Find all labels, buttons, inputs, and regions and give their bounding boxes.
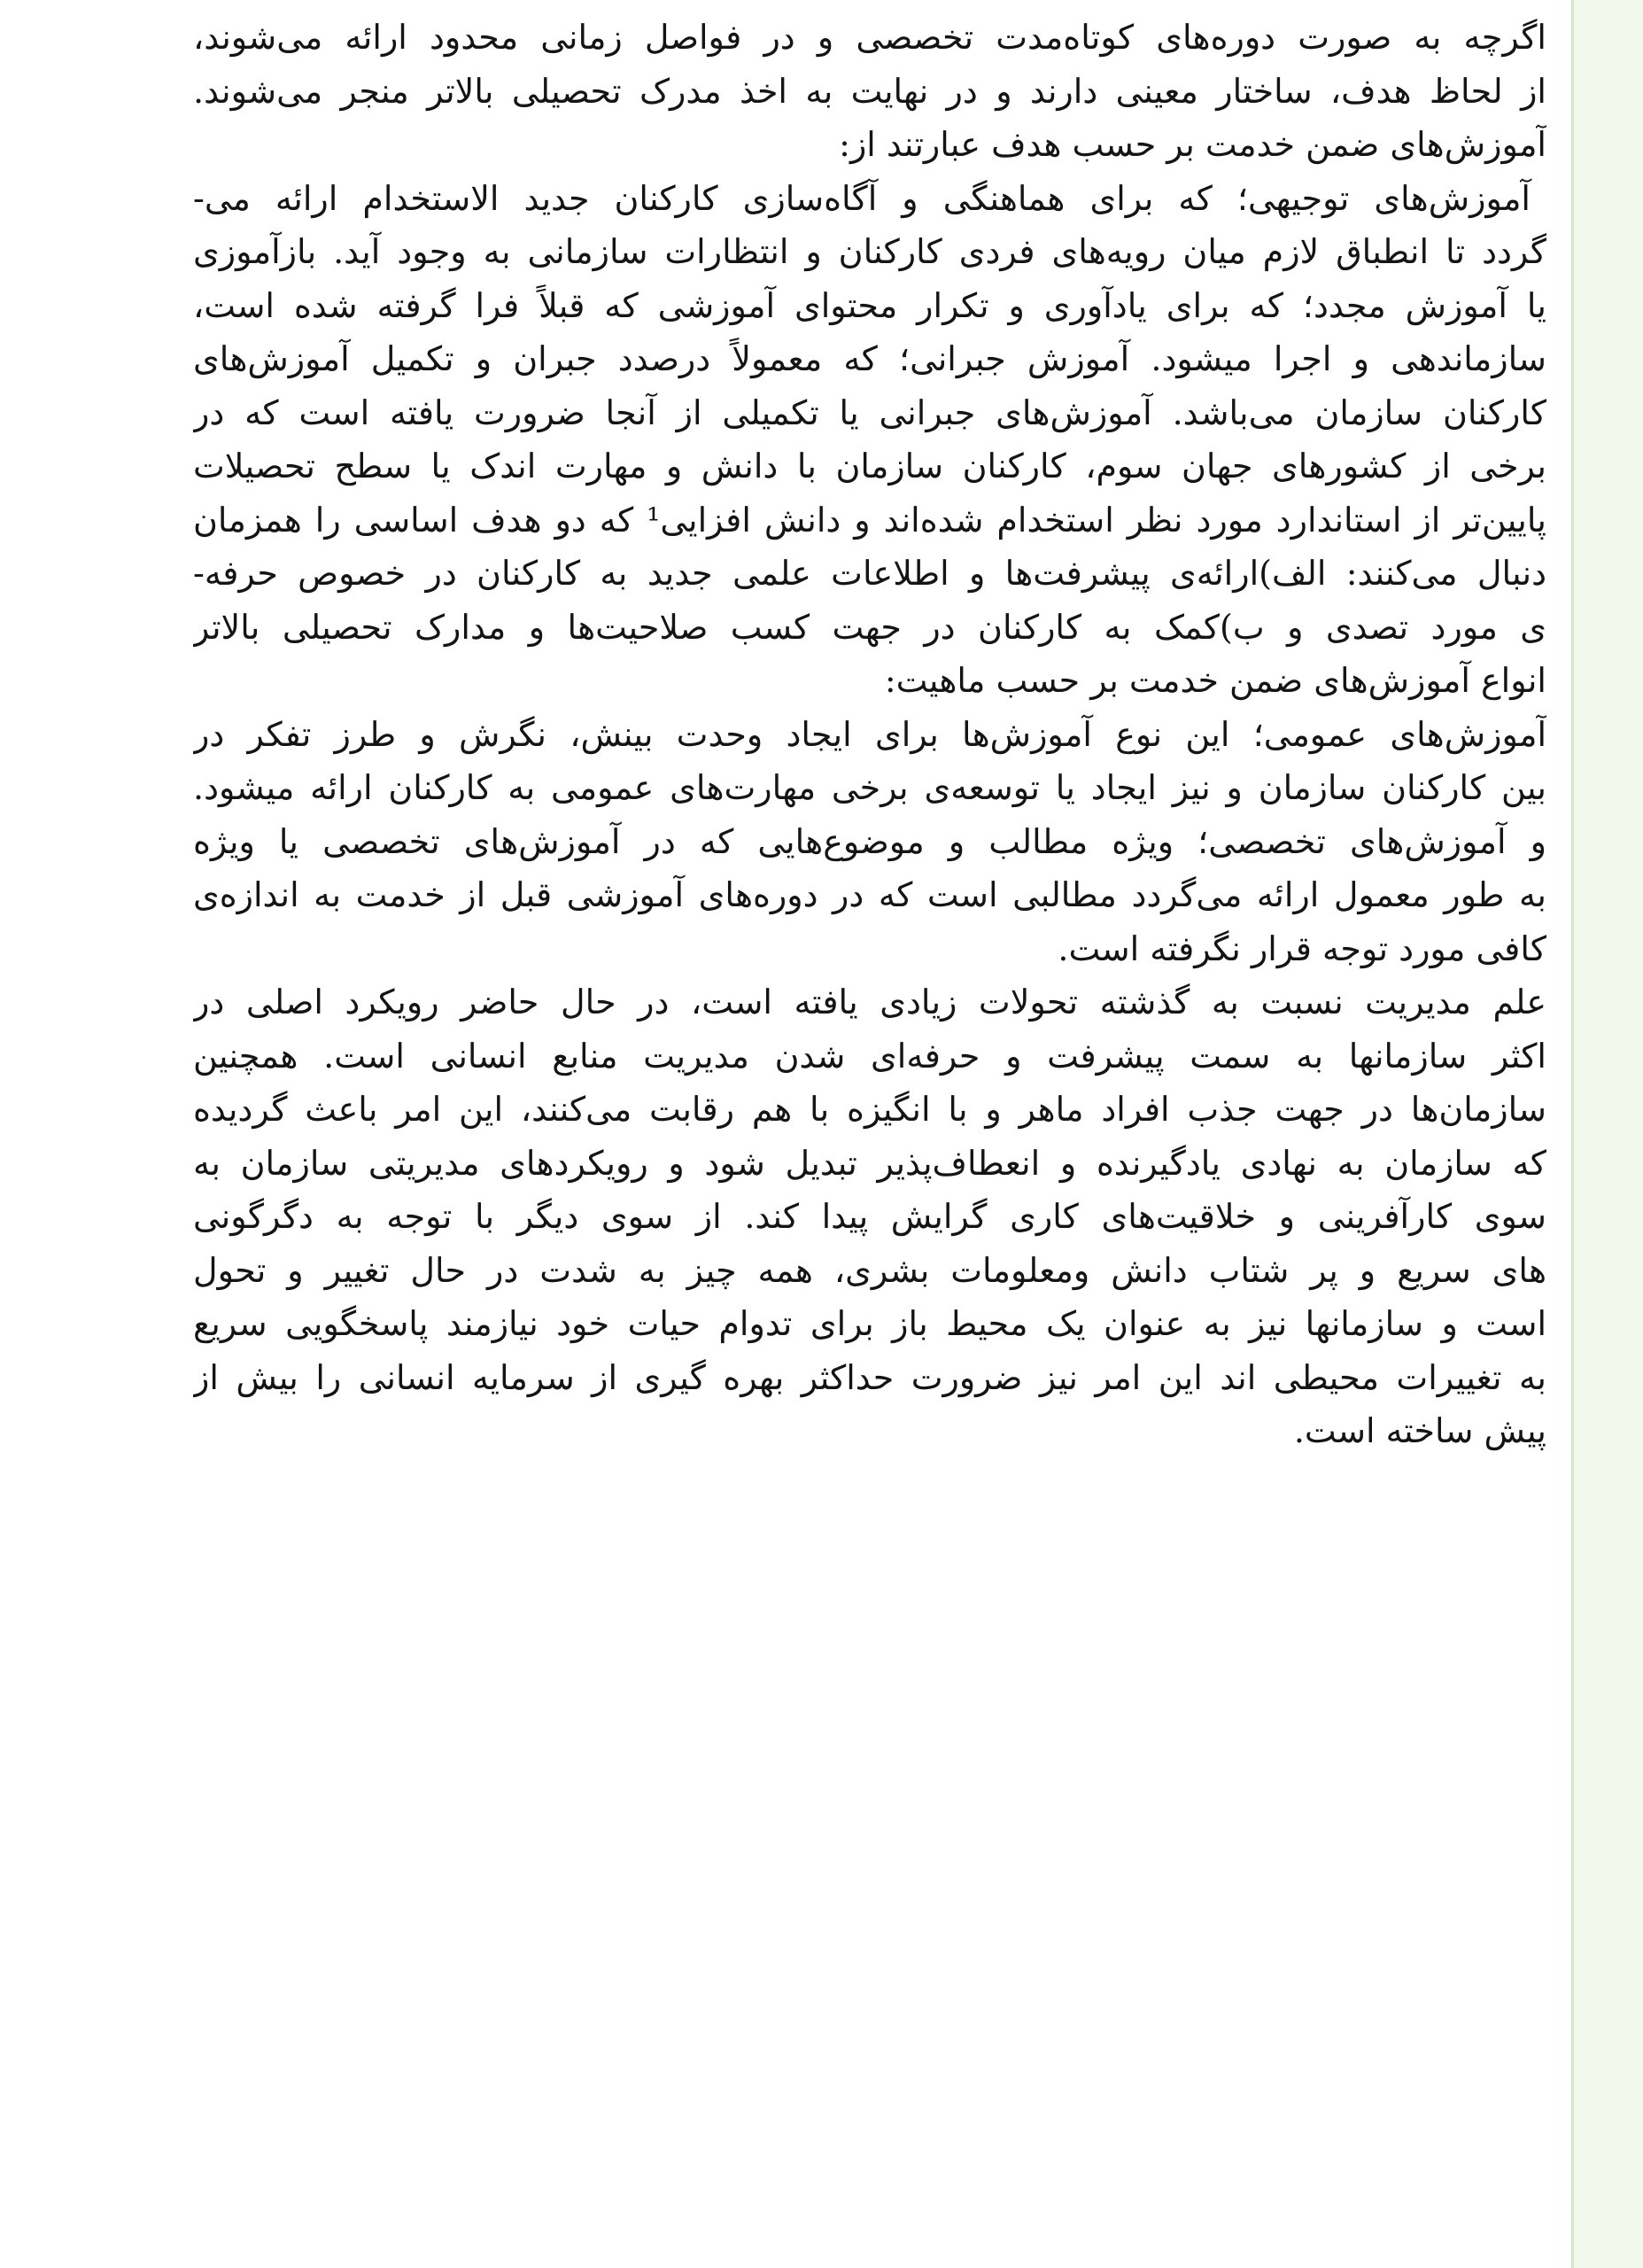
body-text xyxy=(193,11,1546,1458)
text-line: از لحاظ هدف، ساختار معینی دارند و در نهایت به اخذ مدرک تحصیلی بالاتر منجر می‌شوند. xyxy=(193,71,1546,111)
text-line: یا آموزش مجدد؛ که برای یادآوری و تکرار محتوای آموزشی که قبلاً فرا گرفته شده است، xyxy=(193,285,1546,325)
text-line: است و سازمانها نیز به عنوان یک محیط باز برای تدوام حیات خود نیازمند پاسخگویی سریع xyxy=(193,1304,1546,1343)
text-line: که سازمان به نهادی یادگیرنده و انعطاف‌پذیر تبدیل شود و رویکردهای مدیریتی سازمان به xyxy=(193,1143,1546,1183)
text-line: سازماندهی و اجرا میشود. آموزش جبرانی؛ که معمولاً درصدد جبران و تکمیل آموزش‌های xyxy=(193,339,1546,378)
text-line: پایین‌تر از استاندارد مورد نظر استخدام شده‌اند و دانش افزایی¹ که دو هدف اساسی را همزمان xyxy=(193,500,1546,540)
text-line: اکثر سازمانها به سمت پیشرفت و حرفه‌ای شدن مدیریت منابع انسانی است. همچنین xyxy=(193,1036,1546,1076)
text-line: پیش ساخته است. xyxy=(1293,1411,1546,1450)
text-line: کارکنان سازمان می‌باشد. آموزش‌های جبرانی یا تکمیلی از آنجا ضرورت یافته است که در xyxy=(193,392,1546,432)
text-line: علم مدیریت نسبت به گذشته تحولات زیادی یافته است، در حال حاضر رویکرد اصلی در xyxy=(193,983,1546,1021)
text-line: به طور معمول ارائه می‌گردد مطالبی است که در دوره‌های آموزشی قبل از خدمت به اندازه‌ی xyxy=(193,875,1546,914)
text-line: انواع آموزش‌های ضمن خدمت بر حسب ماهیت: xyxy=(884,661,1546,700)
text-line: به تغییرات محیطی اند این امر نیز ضرورت حداکثر بهره گیری از سرمایه انسانی را بیش از xyxy=(193,1357,1546,1397)
text-line: آموزش‌های عمومی؛ این نوع آموزش‌ها برای ایجاد وحدت بینش، نگرش و طرز تفکر در xyxy=(193,714,1546,754)
text-line: آموزش‌های توجیهی؛ که برای هماهنگی و آگاه‌سازی کارکنان جدید الاستخدام ارائه می- xyxy=(193,178,1531,218)
text-line: بین کارکنان سازمان و نیز ایجاد یا توسعه‌ی برخی مهارت‌های عمومی به کارکنان ارائه میشود. xyxy=(193,768,1546,807)
text-line: برخی از کشورهای جهان سوم، کارکنان سازمان با دانش و مهارت اندک یا سطح تحصیلات xyxy=(193,447,1546,485)
text-line: سوی کارآفرینی و خلاقیت‌های کاری گرایش پیدا کند. از سوی دیگر با توجه به دگرگونی xyxy=(193,1197,1546,1236)
text-line: ی مورد تصدی و ب)کمک به کارکنان در جهت کسب صلاحیت‌ها و مدارک تحصیلی بالاتر xyxy=(193,607,1546,647)
text-line: دنبال می‌کنند: الف)ارائه‌ی پیشرفت‌ها و اطلاعات علمی جدید به کارکنان در خصوص حرفه- xyxy=(193,554,1546,593)
text-line: های سریع و پر شتاب دانش ومعلومات بشری، همه چیز به شدت در حال تغییر و تحول xyxy=(193,1250,1546,1290)
text-line: گردد تا انطباق لازم میان رویه‌های فردی کارکنان و انتظارات سازمانی به وجود آید. بازآموزی xyxy=(193,232,1546,271)
text-line: سازمان‌ها در جهت جذب افراد ماهر و با انگیزه با هم رقابت می‌کنند، این امر باعث گردیده xyxy=(193,1090,1546,1129)
page-margin-strip xyxy=(1571,0,1643,2268)
text-line: کافی مورد توجه قرار نگرفته است. xyxy=(1058,928,1546,968)
text-line: آموزش‌های ضمن خدمت بر حسب هدف عبارتند از: xyxy=(839,125,1546,164)
text-line: اگرچه به صورت دوره‌های کوتاه‌مدت تخصصی و در فواصل زمانی محدود ارائه می‌شوند، xyxy=(193,18,1546,57)
text-line: و آموزش‌های تخصصی؛ ویژه مطالب و موضوع‌هایی که در آموزش‌های تخصصی یا ویژه xyxy=(193,821,1546,861)
